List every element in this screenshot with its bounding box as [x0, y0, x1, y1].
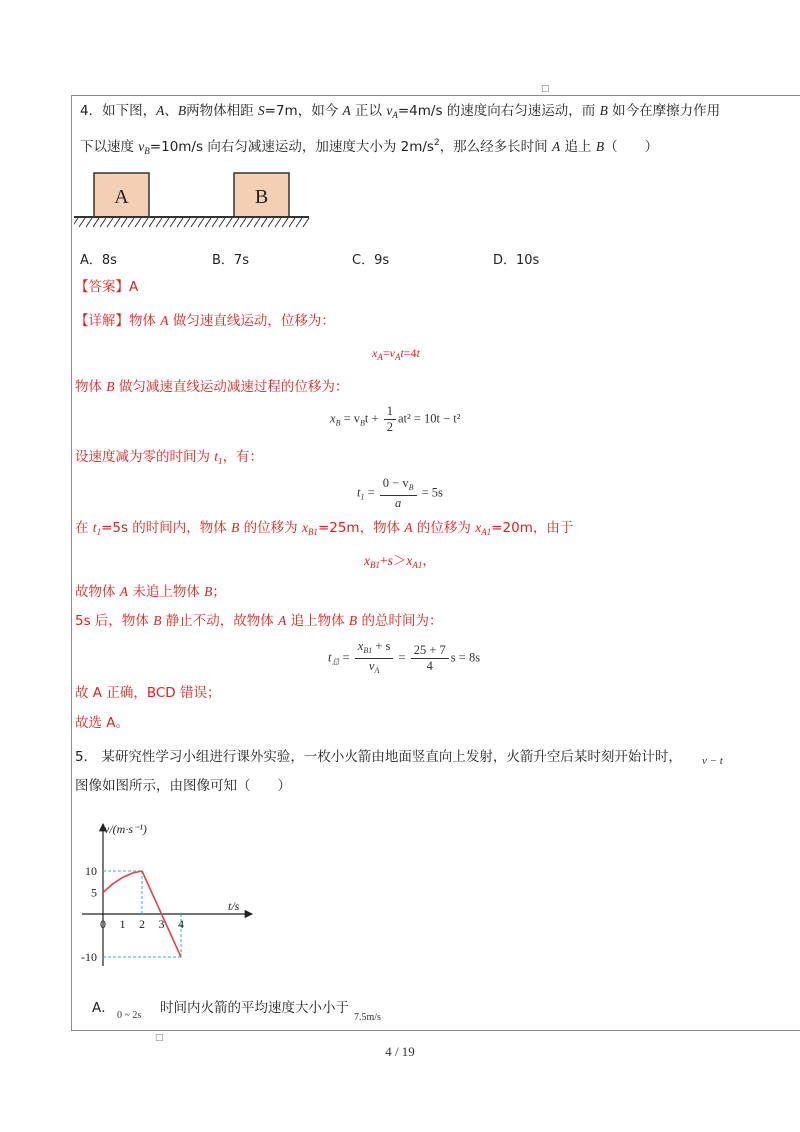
hatch-stroke	[121, 218, 127, 227]
x-tick-label: 3	[158, 917, 165, 931]
hatch-stroke	[93, 218, 99, 227]
page-marker-top: □	[541, 84, 550, 94]
series-curve-0-2s	[103, 871, 142, 893]
block-a-label: A	[114, 186, 129, 208]
q4-detail-p6: 5s 后，物体 B 静止不动，故物体 A 追上物体 B 的总时间为：	[75, 613, 443, 629]
q4-detail-p4: 在 $t_1=5s$ 的时间内，物体 B 的位移为 $x_{B1}=25m$，物体 A 的位移为 $x_{A1}=20m$，由于	[75, 520, 574, 537]
x-tick-label: 1	[119, 917, 126, 931]
hatch-stroke	[177, 218, 183, 227]
ground-hatching	[74, 218, 309, 227]
q5-line1: 5． 某研究性学习小组进行课外实验，一枚小火箭由地面竖直向上发射，火箭升空后某时刻开始计时，	[75, 749, 682, 765]
hatch-stroke	[198, 218, 204, 227]
hatch-stroke	[268, 218, 274, 227]
hatch-stroke	[170, 218, 176, 227]
hatch-stroke	[289, 218, 295, 227]
x-tick-label: 2	[139, 917, 145, 931]
hatch-stroke	[107, 218, 113, 227]
q4-detail-p3: 设速度减为零的时间为 $t_1$，有：	[75, 449, 264, 466]
q5-option-a-text: 时间内火箭的平均速度大小小于	[160, 1000, 349, 1016]
q4-detail-p7: 故 A 正确，BCD 错误；	[75, 685, 221, 701]
q4-eq4: $x_{B1}+s>x_{A1}$，	[364, 553, 436, 570]
q5-vt-label: v − t	[702, 755, 723, 767]
hatch-stroke	[219, 218, 225, 227]
hatch-stroke	[100, 218, 106, 227]
hatch-stroke	[233, 218, 239, 227]
hatch-stroke	[79, 218, 85, 227]
hatch-stroke	[282, 218, 288, 227]
q4-detail-p2: 物体 B 做匀减速直线运动减速过程的位移为：	[75, 379, 349, 395]
q4-detail-p8: 故选 A。	[75, 715, 130, 731]
page-number: 4 / 19	[385, 1044, 415, 1059]
q4-detail-p5: 故物体 A 未追上物体 B；	[75, 584, 226, 600]
page-marker-bottom: □	[155, 1033, 164, 1043]
hatch-stroke	[163, 218, 169, 227]
hatch-stroke	[275, 218, 281, 227]
hatch-stroke	[261, 218, 267, 227]
q5-line2: 图像如图所示，由图像可知（ ）	[75, 778, 291, 794]
q4-eq3: $t_1$ = $\frac{0 - v_B}{a}$ = 5s	[357, 476, 443, 510]
hatch-stroke	[74, 218, 78, 227]
x-tick-label: 4	[178, 917, 184, 931]
y-tick-label: 10	[85, 864, 97, 878]
hatch-stroke	[149, 218, 155, 227]
q4-option-d[interactable]: D．10s	[493, 253, 540, 268]
q4-eq5: $t_总$ = $\frac{x_{B1} + s}{v_A}$ = $\frac{25 + 7}{4}$ s = 8s	[328, 639, 481, 675]
q4-option-b[interactable]: B．7s	[212, 253, 249, 268]
q4-detail-p1: 【详解】物体 A 做匀速直线运动，位移为：	[75, 313, 335, 329]
y-tick-label: 5	[91, 885, 97, 900]
hatch-stroke	[296, 218, 302, 227]
hatch-stroke	[184, 218, 190, 227]
q5-option-a-value: 7.5m/s	[354, 1012, 381, 1023]
hatch-stroke	[114, 218, 120, 227]
hatch-stroke	[142, 218, 148, 227]
q4-eq2: $x_B = v_Bt$ + $\frac{1}{2}$ at² = 10t − t²	[330, 404, 461, 434]
x-axis-label: t/s	[228, 899, 240, 913]
q4-blocks-figure	[74, 172, 310, 230]
q5-vt-chart	[80, 818, 260, 978]
q4-option-c[interactable]: C．9s	[352, 253, 390, 268]
hatch-stroke	[86, 218, 92, 227]
hatch-stroke	[191, 218, 197, 227]
q4-line1: 4．如下图，A、B两物体相距 S=7m，如今 A 正以 $v_A=4m/s$ 的速度向右匀速运动，而 B 如今在摩擦力作用	[80, 103, 721, 120]
q4-option-a[interactable]: A．8s	[80, 253, 117, 268]
q5-option-a[interactable]: A．	[92, 1000, 115, 1016]
hatch-stroke	[128, 218, 134, 227]
y-tick-label: -10	[81, 950, 97, 964]
hatch-stroke	[135, 218, 141, 227]
hatch-stroke	[254, 218, 260, 227]
q4-eq1: $x_A=v_At=4t$	[372, 346, 420, 362]
q5-option-a-range: 0 ~ 2s	[117, 1010, 142, 1021]
hatch-stroke	[212, 218, 218, 227]
hatch-stroke	[205, 218, 211, 227]
x-tick-label: 0	[100, 917, 106, 931]
q4-line2: 下以速度 $v_B=10m/s$ 向右匀减速运动，加速度大小为 $2m/s^2$，那么经多长时间 A 追上 B（ ）	[80, 138, 659, 156]
hatch-stroke	[247, 218, 253, 227]
hatch-stroke	[226, 218, 232, 227]
hatch-stroke	[303, 218, 309, 227]
hatch-stroke	[156, 218, 162, 227]
y-axis-label: v/(m·s⁻¹)	[104, 822, 147, 836]
q4-answer: 【答案】A	[75, 279, 139, 295]
block-b-label: B	[254, 186, 269, 208]
hatch-stroke	[240, 218, 246, 227]
